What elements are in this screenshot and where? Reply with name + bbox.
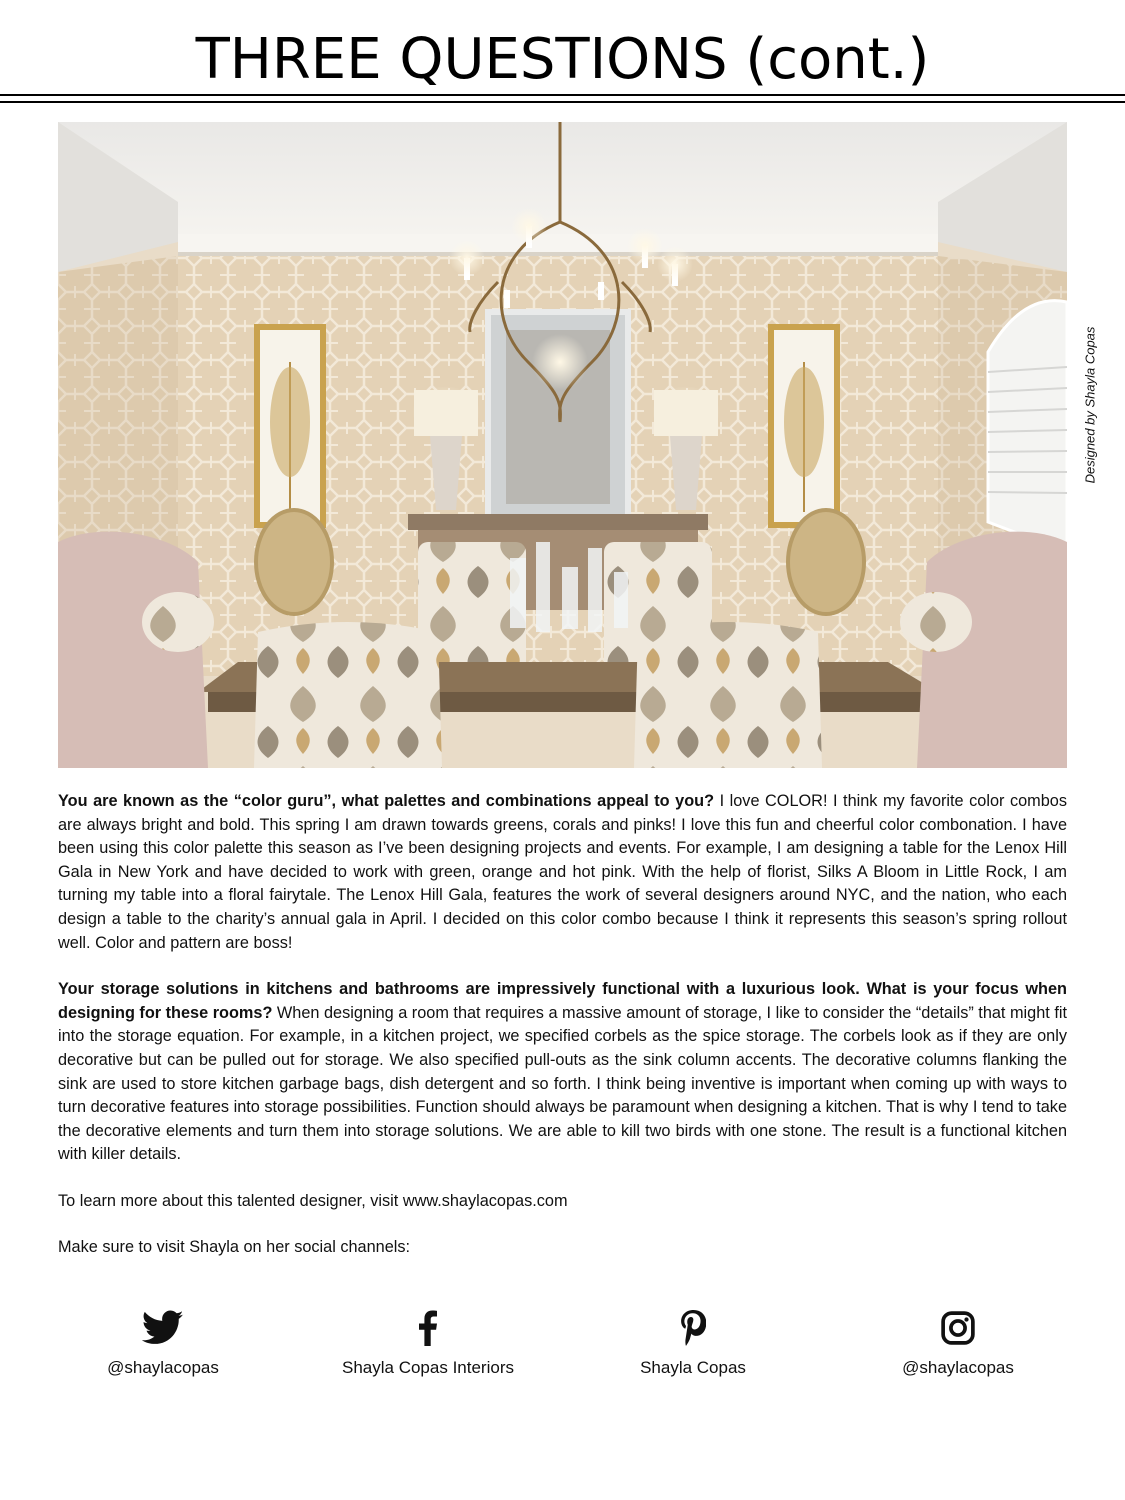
answer-storage: When designing a room that requires a massive amount of storage, I like to consider the “details” that might fit into the storage equation. For example, in a kitchen project, we specified corbels as the spice storage. The corbels look as if they are only decorative but can be pulled out for storage. We also specified pull-outs as the sink column accents. The decorative columns flanking the sink are used to store kitchen garbage bags, dish detergent and so forth. I think being inventive is important when coming up with ways to turn decorative features into storage possibilities. Function should always be paramount when designing a kitchen. That is why I tend to take the decorative elements and turn them into storage solutions. We are able to kill two birds with one stone. The result is a functional kitchen with killer details. [58,1003,1067,1164]
instagram-icon[interactable] [941,1311,975,1345]
facebook-page-name[interactable]: Shayla Copas Interiors [342,1358,514,1377]
learn-more-text: To learn more about this talented designer, visit www.shaylacopas.com [58,1191,568,1210]
dining-room-photo [58,122,1067,768]
title-rule-top [0,94,1125,96]
social-instagram[interactable] [838,1308,1078,1378]
facebook-icon[interactable] [418,1310,438,1346]
paragraph-color-guru [58,790,1067,955]
social-links [58,1308,1067,1388]
question-color-guru: You are known as the “color guru”, what palettes and combinations appeal to you? [58,792,715,810]
title-rule-bottom [0,101,1125,103]
answer-color-guru: I love COLOR! I think my favorite color combos are always bright and bold. This spring I am drawn towards greens, corals and pinks! I love this fun and cheerful color combonation. I have been using this color palette this season as I’ve been designing projects and events. For example, I am designing a table for the Lenox Hill Gala in New York and have decided to work with green, orange and hot pink. With the help of florist, Silks A Bloom in Little Rock, I am turning my table into a floral fairytale. The Lenox Hill Gala, features the work of several designers around NYC, and the nation, who each design a table to the charity’s annual gala in April. I decided on this color combo because I think it represents this season’s spring rollout well. Color and pattern are boss! [58,792,1067,952]
social-twitter[interactable] [43,1308,283,1378]
twitter-icon[interactable] [142,1310,184,1346]
pinterest-name[interactable]: Shayla Copas [640,1358,746,1377]
photo-credit: Designed by Shayla Copas [1082,326,1098,484]
article-body [58,790,1067,1281]
twitter-handle[interactable]: @shaylacopas [107,1358,219,1377]
social-intro-text: Make sure to visit Shayla on her social channels: [58,1237,411,1256]
social-facebook[interactable] [308,1308,548,1378]
page-title: THREE QUESTIONS (cont.) [195,27,930,92]
paragraph-storage [58,978,1067,1167]
instagram-handle[interactable]: @shaylacopas [902,1358,1014,1377]
pinterest-icon[interactable] [680,1310,706,1346]
question-storage: Your storage solutions in kitchens and bathrooms are impressively functional with a luxurious look. What is your focus when designing for these rooms? [58,980,1067,1022]
social-pinterest[interactable] [573,1308,813,1378]
